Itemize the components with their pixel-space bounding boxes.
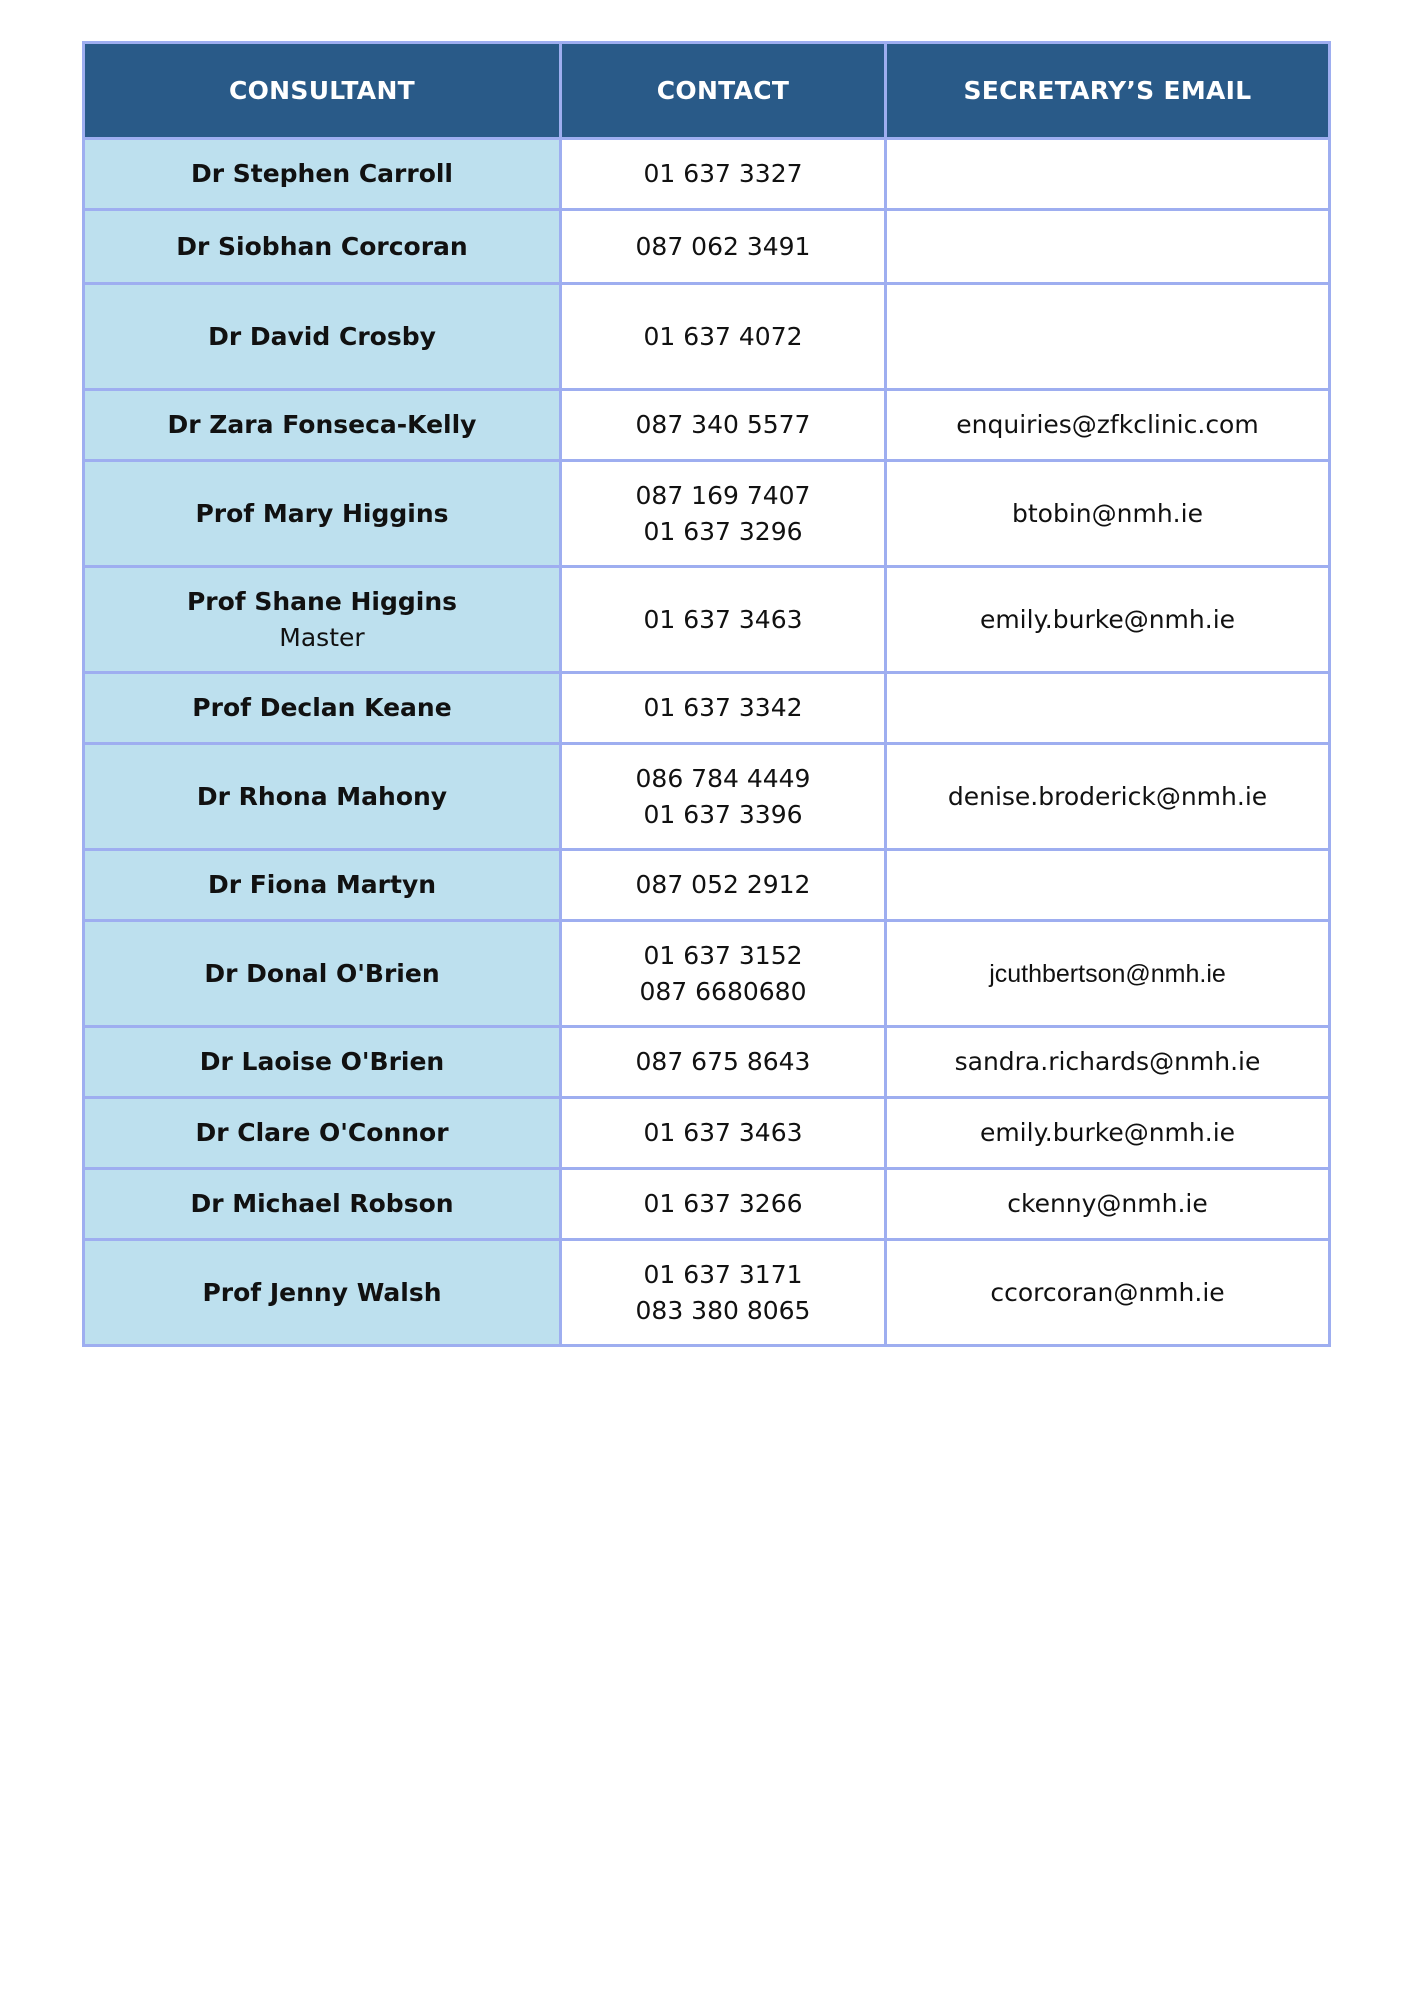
consultant-name: Prof Shane Higgins <box>186 586 458 616</box>
email-cell <box>886 744 1330 850</box>
phone-number: 01 637 3171 <box>643 1259 803 1289</box>
table-row <box>84 1027 1330 1098</box>
consultant-name: Dr Siobhan Corcoran <box>176 231 468 261</box>
consultant-name-cell <box>84 210 561 284</box>
email-cell <box>886 1240 1330 1346</box>
header-consultant: CONSULTANT <box>84 43 561 139</box>
email-cell <box>886 1027 1330 1098</box>
contact-cell <box>561 921 886 1027</box>
header-contact: CONTACT <box>561 43 886 139</box>
table-row <box>84 673 1330 744</box>
consultant-name-cell <box>84 461 561 567</box>
contact-cell <box>561 1240 886 1346</box>
table-row <box>84 1169 1330 1240</box>
phone-number: 087 052 2912 <box>635 870 811 899</box>
phone-number-secondary: 01 637 3396 <box>643 799 803 829</box>
contact-cell <box>561 850 886 921</box>
consultant-name: Dr Zara Fonseca-Kelly <box>167 410 477 439</box>
phone-number: 01 637 3266 <box>643 1189 803 1218</box>
consultant-name-cell <box>84 1098 561 1169</box>
email-cell <box>886 210 1330 284</box>
phone-number: 087 340 5577 <box>635 410 811 439</box>
secretary-email: enquiries@zfkclinic.com <box>956 410 1259 439</box>
email-cell <box>886 1169 1330 1240</box>
consultant-name-cell <box>84 1027 561 1098</box>
phone-number: 01 637 3463 <box>643 604 803 634</box>
consultant-name-cell <box>84 1169 561 1240</box>
contact-cell <box>561 567 886 673</box>
email-cell <box>886 284 1330 390</box>
contact-cell <box>561 1027 886 1098</box>
email-cell <box>886 850 1330 921</box>
contact-cell <box>561 673 886 744</box>
phone-number: 087 062 3491 <box>635 231 811 261</box>
secretary-email: jcuthbertson@nmh.ie <box>989 959 1226 988</box>
secretary-email: sandra.richards@nmh.ie <box>954 1047 1261 1076</box>
contact-cell <box>561 390 886 461</box>
consultant-name: Dr Stephen Carroll <box>190 159 454 188</box>
email-cell <box>886 1098 1330 1169</box>
table-row <box>84 139 1330 210</box>
consultant-name: Dr David Crosby <box>208 321 436 351</box>
header-secretary-email: SECRETARY’S EMAIL <box>886 43 1330 139</box>
phone-number: 01 637 3463 <box>643 1118 803 1147</box>
contact-cell <box>561 210 886 284</box>
consultant-name: Prof Jenny Walsh <box>202 1277 442 1307</box>
phone-number: 01 637 3327 <box>643 159 803 188</box>
phone-number-secondary: 083 380 8065 <box>635 1295 811 1325</box>
email-cell <box>886 921 1330 1027</box>
contact-cell <box>561 461 886 567</box>
secretary-email: ccorcoran@nmh.ie <box>990 1277 1225 1307</box>
table-header-row <box>84 43 1330 139</box>
consultant-table-container <box>82 41 1328 1347</box>
email-cell <box>886 673 1330 744</box>
consultant-name-cell <box>84 567 561 673</box>
table-row <box>84 850 1330 921</box>
contact-cell <box>561 1169 886 1240</box>
secretary-email: ckenny@nmh.ie <box>1007 1189 1208 1218</box>
consultant-name: Dr Fiona Martyn <box>207 870 437 899</box>
phone-number-secondary: 087 6680680 <box>639 976 807 1006</box>
table-row <box>84 1098 1330 1169</box>
table-row <box>84 461 1330 567</box>
table-row <box>84 567 1330 673</box>
consultant-name-cell <box>84 850 561 921</box>
phone-number: 087 169 7407 <box>635 480 811 510</box>
email-cell <box>886 139 1330 210</box>
consultant-name-cell <box>84 1240 561 1346</box>
email-cell <box>886 461 1330 567</box>
consultant-name: Prof Declan Keane <box>192 693 452 722</box>
consultant-role: Master <box>279 622 365 652</box>
consultant-name-cell <box>84 921 561 1027</box>
secretary-email: emily.burke@nmh.ie <box>979 1118 1236 1147</box>
secretary-email: emily.burke@nmh.ie <box>979 604 1236 634</box>
email-cell <box>886 567 1330 673</box>
consultant-name-cell <box>84 673 561 744</box>
consultant-name: Dr Laoise O'Brien <box>199 1047 445 1076</box>
table-row <box>84 390 1330 461</box>
consultant-name: Dr Rhona Mahony <box>196 781 448 811</box>
table-row <box>84 284 1330 390</box>
phone-number: 01 637 3152 <box>643 940 803 970</box>
table-row <box>84 210 1330 284</box>
contact-cell <box>561 139 886 210</box>
table-row <box>84 1240 1330 1346</box>
consultant-name-cell <box>84 390 561 461</box>
consultant-name-cell <box>84 139 561 210</box>
consultant-name-cell <box>84 744 561 850</box>
consultant-name: Prof Mary Higgins <box>195 498 449 528</box>
phone-number: 01 637 4072 <box>643 321 803 351</box>
secretary-email: btobin@nmh.ie <box>1012 498 1203 528</box>
contact-cell <box>561 1098 886 1169</box>
contact-cell <box>561 744 886 850</box>
table-row <box>84 921 1330 1027</box>
table-row <box>84 744 1330 850</box>
consultant-name: Dr Clare O'Connor <box>195 1118 449 1147</box>
contact-cell <box>561 284 886 390</box>
email-cell <box>886 390 1330 461</box>
secretary-email: denise.broderick@nmh.ie <box>947 781 1268 811</box>
phone-number: 087 675 8643 <box>635 1047 811 1076</box>
consultant-name-cell <box>84 284 561 390</box>
phone-number: 086 784 4449 <box>635 763 811 793</box>
phone-number: 01 637 3342 <box>643 693 803 722</box>
consultant-name: Dr Donal O'Brien <box>204 958 440 988</box>
phone-number-secondary: 01 637 3296 <box>643 516 803 546</box>
consultant-name: Dr Michael Robson <box>190 1189 454 1218</box>
consultant-contact-table <box>82 41 1331 1347</box>
